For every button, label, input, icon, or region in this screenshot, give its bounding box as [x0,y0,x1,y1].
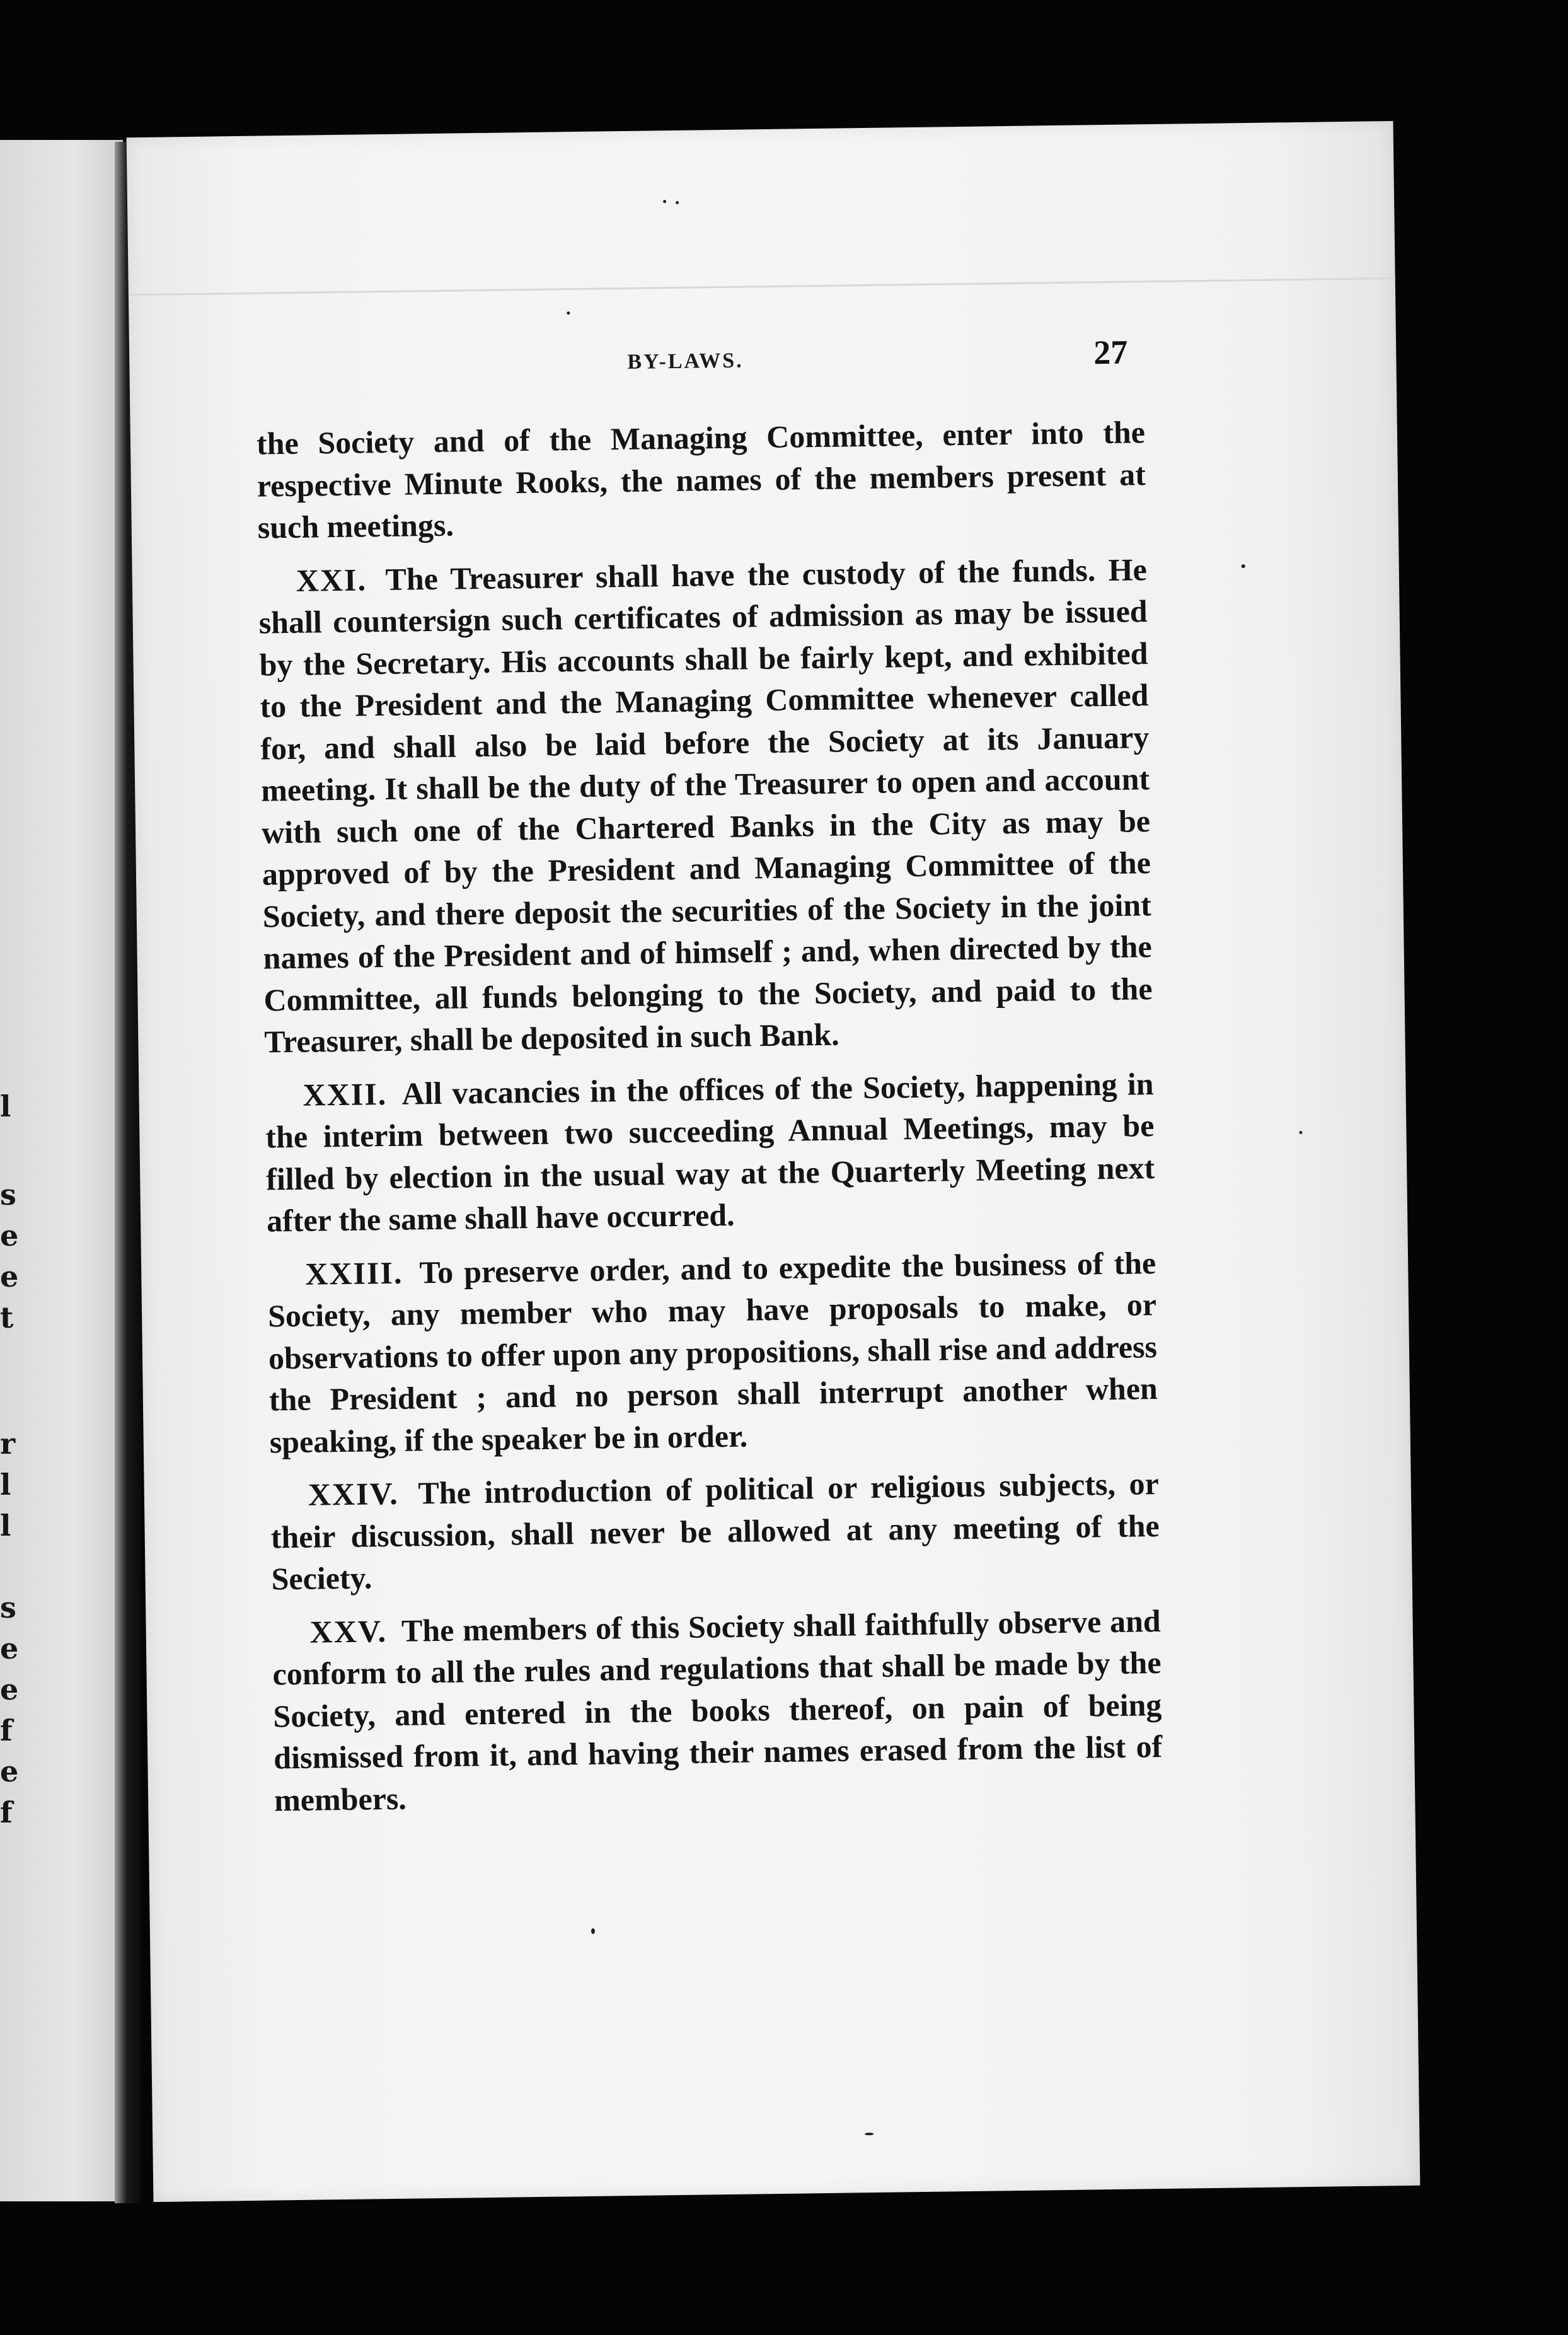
paragraph-text: the Society and of the Managing Committee, enter into the respective Minute Rooks, the names of the members present at such meetings. [256,414,1146,545]
left-page-letter: l [0,1468,11,1502]
scan-speck [591,1928,595,1934]
paragraph-xxi [258,548,1153,1063]
scan-speck [676,201,679,204]
left-page-letter: f [0,1795,13,1829]
paragraph-text: The Treasurer shall have the custody of the funds. He shall countersign such certificates of admission as may be issued by the Secretary. His accounts shall be fairly kept, and exhibited to the President and the Managing Committee whenever called for, and shall also be laid before the Society at its January meeting. It shall be the duty of the Treasurer to open and account with such one of the Chartered Banks in the City as may be approved of by the President and Managing Committee of the Society, and there deposit the securities of the Society in the joint names of the President and of himself ; and, when directed by the Committee, all funds belonging to the Society, and paid to the Treasurer, shall be deposited in such Bank. [258,551,1153,1060]
paragraph-text: The introduction of political or religious subjects, or their discussion, shall never be allowed at any meeting of the Seciety. [270,1466,1160,1597]
scan-speck [1299,1131,1302,1134]
left-page-letter: e [0,1672,19,1706]
left-page-letter: e [0,1631,19,1666]
section-numeral: XXI. [296,561,367,598]
left-page-letter: e [0,1219,19,1253]
left-page-letter: l [0,1509,11,1543]
left-page-letter: s [0,1590,16,1625]
left-page-letter: s [0,1178,16,1212]
paragraph-text: The members of this Society shall faithfully observe and conform to all the rules and regulations that shall be made by the Society, and entered in the books thereof, on pain of being dismissed from it, and having their names erased from the list of members. [272,1602,1163,1817]
scan-speck [567,311,570,315]
left-page-letter: l [0,1089,11,1123]
paragraph-xxii [265,1063,1155,1242]
book-page [127,121,1421,2202]
section-numeral: XXV. [309,1613,388,1650]
facing-page-left [0,140,123,2201]
left-page-letter: r [0,1427,16,1461]
scan-speck [1242,564,1245,568]
page-fold-line [129,277,1395,296]
left-page-letter: e [0,1754,19,1788]
left-page-letter: f [0,1713,13,1747]
paragraph-xxv [272,1600,1163,1821]
left-page-letter: e [0,1260,19,1294]
paragraph-xxiv [270,1463,1160,1600]
paragraph-text: All vacancies in the offices of the Society, happening in the interim between two succeeding Annual Meetings, may be filled by election in the usual way at the Quarterly Meeting next after the same shall have occurred. [265,1065,1155,1239]
body-text [257,411,1163,1832]
paragraph-continuation [257,411,1146,548]
scan-speck [865,2133,873,2135]
section-numeral: XXIII. [304,1254,403,1292]
paragraph-xxiii [267,1242,1158,1463]
section-numeral: XXII. [303,1075,388,1113]
left-page-letter: t [0,1301,14,1335]
page-number: 27 [1093,333,1128,372]
paragraph-text: To preserve order, and to expedite the business of the Society, any member who may have proposals to make, or observations to offer upon any propositions, shall rise and address the President ; and no person shall interrupt another when speaking, if the speaker be in order. [267,1244,1158,1459]
running-head: BY-LAWS. [627,349,744,374]
scan-speck [663,200,666,203]
section-numeral: XXIV. [308,1475,400,1512]
